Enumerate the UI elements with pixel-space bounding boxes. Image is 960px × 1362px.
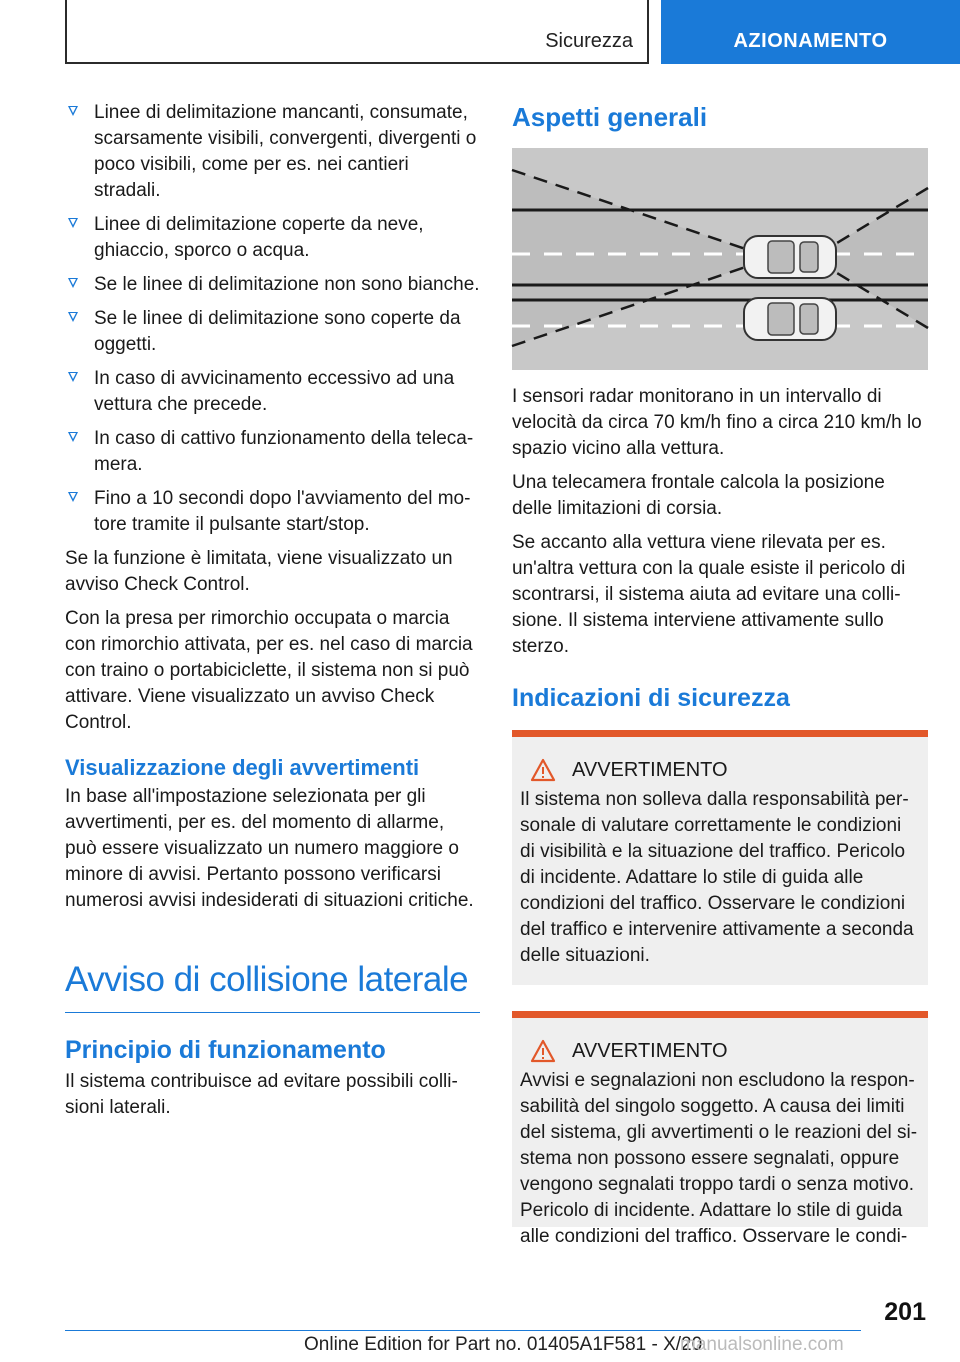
side-collision-heading: Avviso di collisione laterale (65, 958, 480, 1013)
page-number: 201 (884, 1298, 926, 1326)
list-item: Linee di delimitazione mancanti, consumate, scarsamente visibili, convergenti, divergenti o poco visibili, come per es. nei cantieri stradali. (65, 100, 480, 204)
warning-title: AVVERTIMENTO (572, 759, 728, 781)
functional-principle-paragraph: Il sistema contribuisce ad evitare possibili collisioni laterali. (65, 1071, 458, 1118)
warning-body: Il sistema non solleva dalla responsabilità personale di valutare correttamente le condizioni di visibilità e la situazione del traffico. Pericolo di incidente. Adattare lo stile di guida alle condizioni del traffico. Osservare le condizioni del traffico e intervenire attivamente a seconda delle situazioni. (520, 789, 914, 966)
warning-box (512, 1011, 928, 1247)
warning-triangle-icon (530, 1039, 556, 1063)
camera-paragraph: Una telecamera frontale calcola la posizione delle limitazioni di corsia. (512, 472, 885, 519)
functional-principle-heading: Principio di funzionamento (65, 1036, 386, 1064)
check-control-paragraph: Se la funzione è limitata, viene visualizzato un avviso Check Control. (65, 548, 453, 595)
triangle-bullet-icon (68, 278, 78, 288)
list-item: Se le linee di delimitazione non sono bianche. (65, 272, 480, 298)
triangle-bullet-icon (68, 218, 78, 228)
safety-heading: Indicazioni di sicurezza (512, 684, 790, 712)
list-item: In caso di avvicinamento eccessivo ad una vettura che precede. (65, 366, 480, 418)
limitations-list (65, 100, 480, 538)
trailer-paragraph: Con la presa per rimorchio occupata o marcia con rimorchio attivata, per es. nel caso di marcia con traino o portabiciclette, il sistema non si può attivare. Viene visualizzato un avviso Check Control. (65, 608, 473, 733)
list-item: Linee di delimitazione coperte da neve, ghiaccio, sporco o acqua. (65, 212, 480, 264)
header-section-title: Sicurezza (545, 30, 633, 52)
warning-body: Avvisi e segnalazioni non escludono la responsabilità del singolo soggetto. A causa dei limiti del sistema, gli avvertimenti o le reazioni del sistema non possono essere segnalati, oppure vengono segnalati troppo tardi o senza motivo. Pericolo di incidente. Adattare lo stile di guida alle condizioni del traffico. Osservare le condi- (520, 1070, 918, 1247)
warnings-display-heading: Visualizzazione degli avvertimenti (65, 755, 420, 780)
warning-triangle-icon (530, 758, 556, 782)
warning-box (512, 730, 928, 985)
left-column (65, 100, 480, 1129)
footer-edition: Online Edition for Part no. 01405A1F581 - X/20 (304, 1334, 703, 1355)
radar-paragraph: I sensori radar monitorano in un intervallo di velocità da circa 70 km/h fino a circa 210 km/h lo spazio vicino alla vettura. (512, 386, 922, 459)
triangle-bullet-icon (68, 432, 78, 442)
list-item: Fino a 10 secondi dopo l'avviamento del motore tramite il pulsante start/stop. (65, 486, 480, 538)
warning-title: AVVERTIMENTO (572, 1040, 728, 1062)
header-chapter-title: AZIONAMENTO (733, 30, 888, 52)
header-section-box (65, 0, 649, 64)
triangle-bullet-icon (68, 312, 78, 322)
steering-paragraph: Se accanto alla vettura viene rilevata per es. un'altra vettura con la quale esiste il pericolo di scontrarsi, il sistema aiuta ad evitare una collisione. Il sistema interviene attivamente sullo sterzo. (512, 532, 906, 657)
general-aspects-heading: Aspetti generali (512, 102, 708, 132)
side-collision-illustration (512, 148, 928, 370)
right-column (512, 100, 928, 1247)
triangle-bullet-icon (68, 492, 78, 502)
footer-divider (65, 1330, 861, 1331)
list-item: Se le linee di delimitazione sono coperte da oggetti. (65, 306, 480, 358)
warnings-display-paragraph: In base all'impostazione selezionata per gli avvertimenti, per es. del momento di allarme, può essere visualizzato un numero maggiore o minore di avvisi. Pertanto possono verificarsi numerosi avvisi indesiderati di situazioni critiche. (65, 786, 474, 911)
header-chapter-tab (661, 0, 960, 64)
road-cars-illustration-icon (512, 148, 928, 370)
list-item: In caso di cattivo funzionamento della telecamera. (65, 426, 480, 478)
triangle-bullet-icon (68, 372, 78, 382)
triangle-bullet-icon (68, 106, 78, 116)
watermark-text: manualsonline.com (680, 1334, 844, 1355)
